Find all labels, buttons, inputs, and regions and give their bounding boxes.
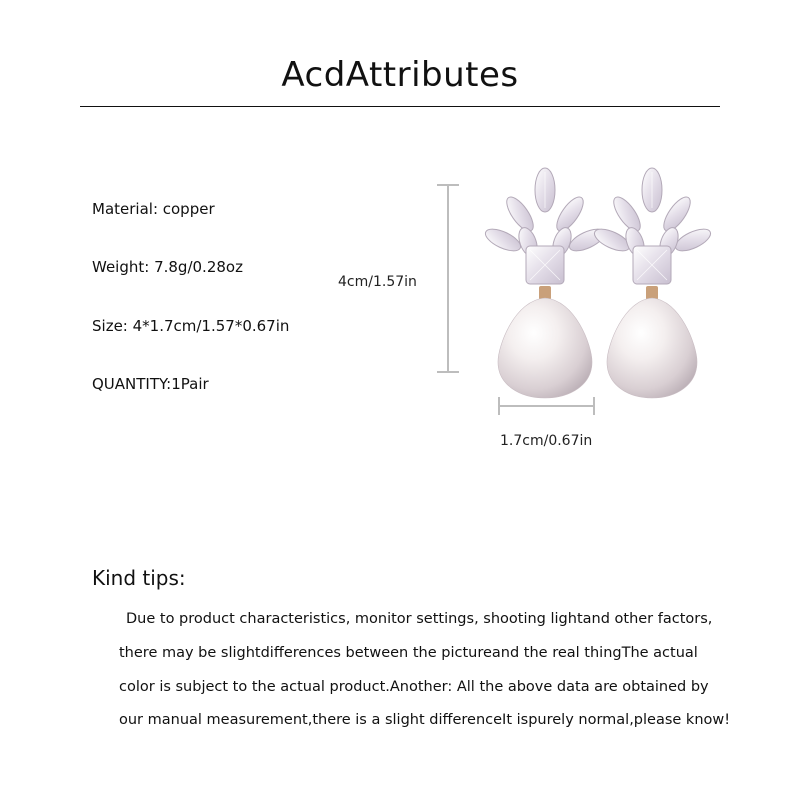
tip-line: there may be slightdifferences between the pictureand the real thingThe actual	[119, 645, 698, 661]
tip-line: Due to product characteristics, monitor settings, shooting lightand other factors,	[126, 611, 713, 627]
page-title: AcdAttributes	[281, 55, 519, 95]
tip-line: our manual measurement,there is a slight differenceIt ispurely normal,please know!	[119, 712, 731, 728]
height-dimension-label: 4cm/1.57in	[338, 274, 417, 290]
width-dimension-bracket	[499, 397, 594, 415]
tip-line: color is subject to the actual product.Another: All the above data are obtained by	[119, 679, 709, 695]
spec-weight: Weight: 7.8g/0.28oz	[92, 258, 243, 276]
width-dimension-label: 1.7cm/0.67in	[500, 433, 593, 449]
height-dimension-bracket	[437, 185, 459, 372]
earring-right	[591, 168, 713, 398]
spec-material: Material: copper	[92, 200, 215, 218]
kind-tips-heading: Kind tips:	[92, 566, 186, 590]
spec-size: Size: 4*1.7cm/1.57*0.67in	[92, 317, 290, 335]
spec-quantity: QUANTITY:1Pair	[92, 375, 209, 393]
earring-left	[482, 168, 607, 398]
